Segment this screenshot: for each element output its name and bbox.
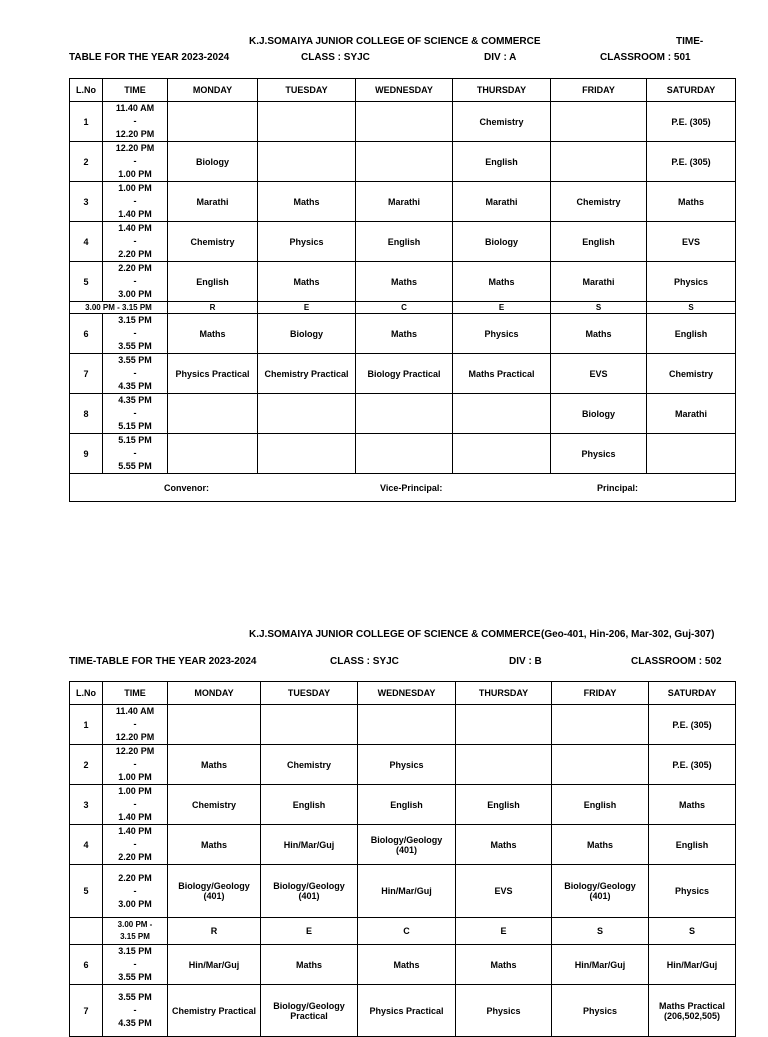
break-time [103, 918, 168, 945]
subject-cell: Hin/Mar/Guj [358, 865, 456, 918]
subject-cell: Maths [358, 945, 456, 985]
subject-cell: Physics [358, 745, 456, 785]
time-slot-line: - [133, 759, 137, 769]
column-header: TIME [103, 79, 168, 102]
year-label: TIME-TABLE FOR THE YEAR 2023-2024 [69, 656, 257, 667]
lecture-number: 4 [70, 825, 103, 865]
time-slot [103, 262, 168, 302]
subject-cell: Biology [168, 142, 258, 182]
time-slot [103, 182, 168, 222]
signature-cell [70, 474, 736, 502]
subject-cell [168, 394, 258, 434]
classroom-label: CLASSROOM : 501 [600, 52, 691, 63]
subject-cell: Physics [551, 434, 647, 474]
subject-cell [453, 394, 551, 434]
subject-cell [356, 434, 453, 474]
time-slot-line: - [133, 116, 137, 126]
time-slot-line: 4.35 PM [118, 395, 152, 405]
time-slot [103, 142, 168, 182]
break-letter: S [647, 302, 736, 314]
subject-cell: English [356, 222, 453, 262]
subject-cell: Maths Practical [453, 354, 551, 394]
subject-cell: Maths [456, 825, 552, 865]
subject-cell [261, 705, 358, 745]
column-header: TIME [103, 682, 168, 705]
table-row [70, 945, 736, 985]
subject-cell: English [261, 785, 358, 825]
time-slot [103, 945, 168, 985]
time-slot-line: 3.15 PM [118, 315, 152, 325]
subject-cell: Maths [453, 262, 551, 302]
break-letter: S [552, 918, 649, 945]
time-slot-line: - [133, 1005, 137, 1015]
subject-cell: Marathi [647, 394, 736, 434]
time-slot-line: - [133, 839, 137, 849]
column-header: THURSDAY [456, 682, 552, 705]
time-slot-line: 5.15 PM [118, 435, 152, 445]
break-letter: E [258, 302, 356, 314]
subject-cell [258, 102, 356, 142]
subject-cell: English [649, 825, 736, 865]
lecture-number: 3 [70, 785, 103, 825]
rows-row-5 [70, 865, 736, 918]
subject-cell: Physics Practical [168, 354, 258, 394]
subject-cell: English [358, 785, 456, 825]
time-slot-line: 12.20 PM [115, 732, 155, 742]
classroom-label: CLASSROOM : 502 [631, 656, 722, 667]
break-letter: C [356, 302, 453, 314]
break-letter: E [456, 918, 552, 945]
subject-cell: English [453, 142, 551, 182]
subject-cell: Maths [261, 945, 358, 985]
subject-cell [358, 705, 456, 745]
break-lno [70, 918, 103, 945]
time-slot-line: 3.00 PM [118, 289, 152, 299]
table-row [70, 182, 736, 222]
subject-cell: Maths [258, 182, 356, 222]
column-header: MONDAY [168, 79, 258, 102]
subject-cell: P.E. (305) [647, 102, 736, 142]
subject-cell: Hin/Mar/Guj [168, 945, 261, 985]
subject-cell: EVS [647, 222, 736, 262]
subject-cell: Chemistry Practical [258, 354, 356, 394]
column-header: THURSDAY [453, 79, 551, 102]
time-slot-line: 11.40 AM [115, 706, 155, 716]
subject-cell: Maths [168, 825, 261, 865]
time-slot-line: - [133, 156, 137, 166]
table-row [70, 825, 736, 865]
subject-cell: Maths [258, 262, 356, 302]
vice-principal-label: Vice-Principal: [380, 483, 443, 493]
rows-after-break-2 [70, 985, 736, 1037]
subject-cell [456, 705, 552, 745]
subject-cell: Biology/Geology (401) [358, 825, 456, 865]
break-time-line: 3.15 PM [120, 932, 150, 941]
break-letter: R [168, 302, 258, 314]
college-name: K.J.SOMAIYA JUNIOR COLLEGE OF SCIENCE & COMMERCE [249, 36, 541, 47]
time-slot-line: 3.55 PM [118, 992, 152, 1002]
lecture-number: 5 [70, 262, 103, 302]
time-slot-line: - [133, 236, 137, 246]
subject-cell: Biology/Geology (401) [261, 865, 358, 918]
subject-cell: English [552, 785, 649, 825]
time-slot-line: 1.40 PM [118, 223, 152, 233]
time-slot-line: 2.20 PM [118, 263, 152, 273]
subject-cell: Hin/Mar/Guj [649, 945, 736, 985]
subject-cell: Maths [647, 182, 736, 222]
time-slot-line: 2.20 PM [118, 249, 152, 259]
time-slot [103, 222, 168, 262]
subject-cell: English [647, 314, 736, 354]
subject-cell: Chemistry [453, 102, 551, 142]
lecture-number: 1 [70, 102, 103, 142]
subject-cell: Physics Practical [358, 985, 456, 1037]
break-time: 3.00 PM - 3.15 PM [70, 302, 168, 314]
time-slot-line: - [133, 408, 137, 418]
time-label: TIME- [676, 36, 704, 47]
time-slot [103, 745, 168, 785]
subject-cell: Maths Practical (206,502,505) [649, 985, 736, 1037]
class-label: CLASS : SYJC [330, 656, 399, 667]
column-header: MONDAY [168, 682, 261, 705]
subject-cell: Biology [551, 394, 647, 434]
subject-cell [258, 434, 356, 474]
time-slot-line: 3.55 PM [118, 972, 152, 982]
time-slot-line: - [133, 799, 137, 809]
break-row [70, 918, 736, 945]
subject-cell: Maths [649, 785, 736, 825]
time-slot-line: 1.40 PM [118, 209, 152, 219]
rows-before-break [70, 705, 736, 865]
time-slot [103, 314, 168, 354]
subject-cell: Chemistry [647, 354, 736, 394]
break-letter: S [649, 918, 736, 945]
time-slot [103, 705, 168, 745]
subject-cell: Marathi [356, 182, 453, 222]
time-slot [103, 865, 168, 918]
time-slot-line: - [133, 448, 137, 458]
break-row [70, 302, 736, 314]
subject-cell [552, 745, 649, 785]
lecture-number: 2 [70, 142, 103, 182]
lecture-number: 6 [70, 945, 103, 985]
subject-cell: English [456, 785, 552, 825]
subject-cell: Hin/Mar/Guj [552, 945, 649, 985]
table-row [70, 354, 736, 394]
subject-cell: P.E. (305) [649, 745, 736, 785]
table-row [70, 102, 736, 142]
div-label: DIV : A [484, 52, 517, 63]
subject-cell: Physics [258, 222, 356, 262]
subject-cell [356, 102, 453, 142]
subject-cell [453, 434, 551, 474]
subject-cell: Marathi [168, 182, 258, 222]
header-row [70, 79, 736, 102]
lecture-number: 7 [70, 354, 103, 394]
div-label: DIV : B [509, 656, 542, 667]
time-slot-line: 1.00 PM [118, 169, 152, 179]
principal-label: Principal: [597, 483, 639, 493]
subject-cell [551, 102, 647, 142]
timetable-div-b [69, 681, 736, 1037]
subject-cell: Biology [258, 314, 356, 354]
subject-cell: Chemistry Practical [168, 985, 261, 1037]
time-slot-line: 3.55 PM [118, 355, 152, 365]
break-letter: R [168, 918, 261, 945]
time-slot-line: 12.20 PM [115, 129, 155, 139]
subject-cell: Physics [456, 985, 552, 1037]
subject-cell: Physics [647, 262, 736, 302]
table-row [70, 434, 736, 474]
time-slot-line: 11.40 AM [115, 103, 155, 113]
subject-cell: EVS [456, 865, 552, 918]
table-row [70, 865, 736, 918]
subject-cell [552, 705, 649, 745]
subject-cell [258, 394, 356, 434]
column-header: TUESDAY [261, 682, 358, 705]
time-slot-line: 2.20 PM [118, 872, 152, 883]
table-row [70, 314, 736, 354]
subject-cell: Chemistry [551, 182, 647, 222]
time-slot-line: 1.00 PM [118, 183, 152, 193]
header-row [70, 682, 736, 705]
subject-cell [168, 705, 261, 745]
time-slot-line: 12.20 PM [115, 143, 155, 153]
column-header: SATURDAY [647, 79, 736, 102]
subject-cell: Biology/Geology (401) [168, 865, 261, 918]
time-slot [103, 354, 168, 394]
lecture-number: 8 [70, 394, 103, 434]
time-slot-line: - [133, 719, 137, 729]
lecture-number: 1 [70, 705, 103, 745]
table-row [70, 222, 736, 262]
break-letter: E [453, 302, 551, 314]
time-slot-line: 3.15 PM [118, 946, 152, 956]
subject-cell: Marathi [551, 262, 647, 302]
year-label: TABLE FOR THE YEAR 2023-2024 [69, 52, 230, 63]
time-slot [103, 102, 168, 142]
time-slot [103, 785, 168, 825]
time-slot-line: 5.55 PM [118, 461, 152, 471]
time-slot-line: - [133, 276, 137, 286]
column-header: SATURDAY [649, 682, 736, 705]
subject-cell: Chemistry [168, 222, 258, 262]
break-letter: S [551, 302, 647, 314]
subject-cell: Biology Practical [356, 354, 453, 394]
column-header: FRIDAY [551, 79, 647, 102]
rows-after-break [70, 314, 736, 474]
subject-cell: Biology [453, 222, 551, 262]
column-header: FRIDAY [552, 682, 649, 705]
time-slot-line: 4.35 PM [118, 1018, 152, 1028]
subject-cell [168, 434, 258, 474]
column-header: TUESDAY [258, 79, 356, 102]
subject-cell: English [551, 222, 647, 262]
subject-cell [356, 142, 453, 182]
time-slot [103, 394, 168, 434]
table-row [70, 262, 736, 302]
column-header: L.No [70, 682, 103, 705]
subject-cell [647, 434, 736, 474]
subject-cell: Physics [453, 314, 551, 354]
subject-cell: Biology/Geology (401) [552, 865, 649, 918]
time-slot-line: - [133, 959, 137, 969]
convenor-label: Convenor: [164, 483, 209, 493]
time-slot-line: 5.15 PM [118, 421, 152, 431]
lecture-number: 4 [70, 222, 103, 262]
break-time-line: 3.00 PM - [117, 920, 153, 929]
rows-after-break [70, 945, 736, 985]
subject-cell [356, 394, 453, 434]
time-slot-line: 12.20 PM [115, 746, 155, 756]
column-header: L.No [70, 79, 103, 102]
signature-row [70, 474, 736, 502]
class-label: CLASS : SYJC [301, 52, 370, 63]
subject-cell: Marathi [453, 182, 551, 222]
table-row [70, 985, 736, 1037]
lecture-number: 6 [70, 314, 103, 354]
column-header: WEDNESDAY [358, 682, 456, 705]
time-slot-line: 1.40 PM [118, 812, 152, 822]
time-slot [103, 985, 168, 1037]
time-slot-line: 3.55 PM [118, 341, 152, 351]
time-slot-line: 1.00 PM [118, 772, 152, 782]
time-slot-line: - [133, 368, 137, 378]
time-slot-line: 4.35 PM [118, 381, 152, 391]
subject-cell [168, 102, 258, 142]
table-row [70, 705, 736, 745]
break-letter: E [261, 918, 358, 945]
timetable-div-a [69, 78, 736, 502]
subject-cell: Maths [456, 945, 552, 985]
lecture-number: 7 [70, 985, 103, 1037]
subject-cell: Maths [168, 745, 261, 785]
subject-cell [551, 142, 647, 182]
time-slot-line: 2.20 PM [118, 852, 152, 862]
table-row [70, 394, 736, 434]
subject-cell: Maths [356, 262, 453, 302]
subject-cell [258, 142, 356, 182]
subject-cell: Physics [649, 865, 736, 918]
time-slot [103, 434, 168, 474]
subject-cell: P.E. (305) [647, 142, 736, 182]
subject-cell: English [168, 262, 258, 302]
rows-before-break [70, 102, 736, 302]
time-slot-line: - [133, 885, 137, 896]
table-row [70, 745, 736, 785]
table-row [70, 785, 736, 825]
column-header: WEDNESDAY [356, 79, 453, 102]
lecture-number: 9 [70, 434, 103, 474]
lecture-number: 5 [70, 865, 103, 918]
college-name: K.J.SOMAIYA JUNIOR COLLEGE OF SCIENCE & COMMERCE [249, 629, 541, 640]
subject-cell: Chemistry [168, 785, 261, 825]
subject-cell: Maths [551, 314, 647, 354]
subject-cell: Chemistry [261, 745, 358, 785]
time-slot-line: 3.00 PM [118, 898, 152, 909]
break-letter: C [358, 918, 456, 945]
language-codes: (Geo-401, Hin-206, Mar-302, Guj-307) [541, 629, 715, 640]
subject-cell: P.E. (305) [649, 705, 736, 745]
time-slot-line: - [133, 196, 137, 206]
lecture-number: 2 [70, 745, 103, 785]
subject-cell: Maths [552, 825, 649, 865]
time-slot-line: - [133, 328, 137, 338]
table-row [70, 142, 736, 182]
time-slot [103, 825, 168, 865]
subject-cell: Maths [168, 314, 258, 354]
subject-cell [456, 745, 552, 785]
subject-cell: Biology/Geology Practical [261, 985, 358, 1037]
subject-cell: EVS [551, 354, 647, 394]
time-slot-line: 1.40 PM [118, 826, 152, 836]
subject-cell: Maths [356, 314, 453, 354]
subject-cell: Hin/Mar/Guj [261, 825, 358, 865]
time-slot-line: 1.00 PM [118, 786, 152, 796]
lecture-number: 3 [70, 182, 103, 222]
subject-cell: Physics [552, 985, 649, 1037]
